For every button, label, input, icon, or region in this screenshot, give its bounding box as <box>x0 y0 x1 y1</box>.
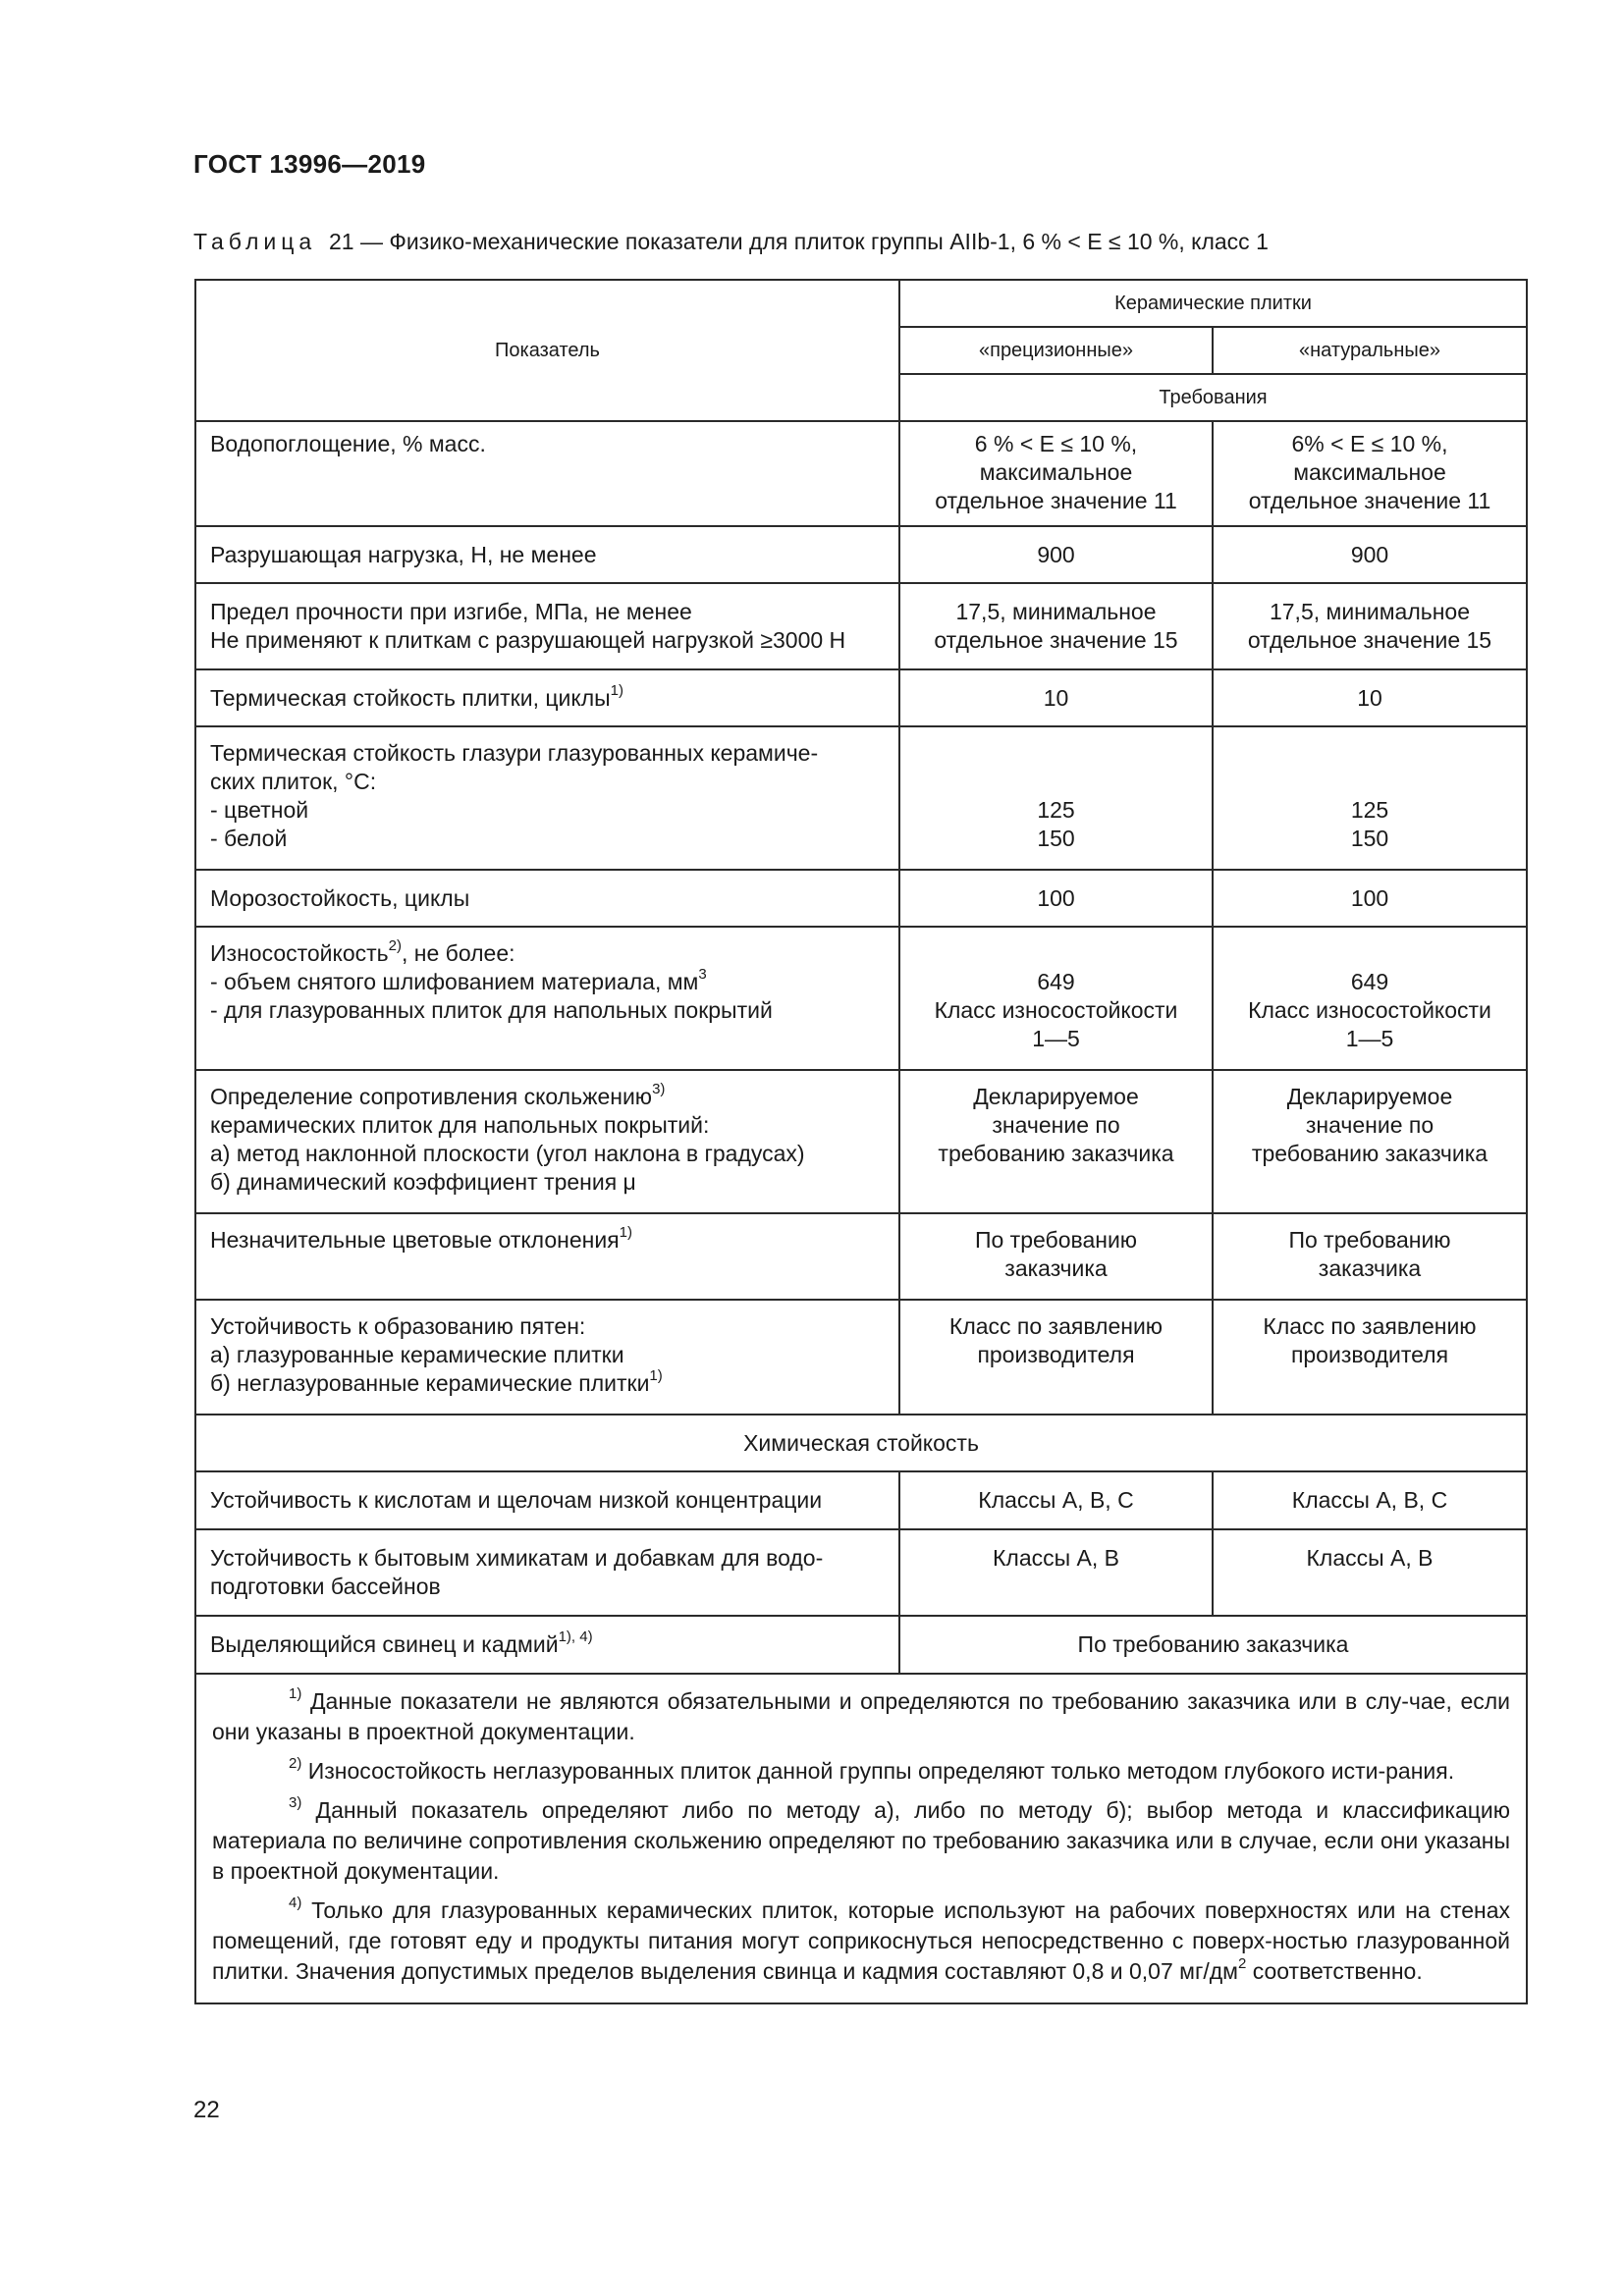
footnote-ref: 3) <box>652 1081 666 1098</box>
value-line: Декларируемое <box>1286 1084 1453 1109</box>
value-line: 10 <box>1357 684 1382 711</box>
header-col-natural: «натуральные» <box>1213 327 1527 374</box>
value-line: требованию заказчика <box>1251 1141 1489 1166</box>
value-line: 150 <box>1037 826 1075 851</box>
value-line: производителя <box>1290 1342 1449 1367</box>
table-row <box>195 526 1527 583</box>
table-row <box>195 1213 1527 1300</box>
value-line: максимальное <box>979 459 1133 485</box>
value-line: производителя <box>977 1342 1135 1367</box>
value-line: требованию заказчика <box>938 1141 1174 1166</box>
footnotes <box>195 1674 1527 2003</box>
row-label: Морозостойкость, циклы <box>210 884 470 911</box>
footnote-mark: 3) <box>289 1794 302 1812</box>
value-line: заказчика <box>1004 1255 1108 1281</box>
table-row <box>195 583 1527 669</box>
value-line: 100 <box>1037 884 1075 911</box>
row-label: Устойчивость к кислотам и щелочам низкой концентрации <box>210 1487 823 1513</box>
header-requirements: Требования <box>899 374 1527 421</box>
value-line: 100 <box>1350 884 1389 911</box>
table-row <box>195 421 1527 526</box>
value-line: 1—5 <box>1345 1026 1394 1051</box>
row-label-line: а) метод наклонной плоскости (угол наклона в градусах) <box>210 1141 805 1166</box>
row-label: Термическая стойкость плитки, циклы <box>210 684 611 711</box>
table-row <box>195 1300 1527 1415</box>
footnote-text: Данный показатель определяют либо по методу а), либо по методу б); выбор метода и классификацию материала по величине сопротивления скольжению определяют по требованию заказчика или в случае, если они указаны в проектной документации. <box>212 1797 1511 1884</box>
footnote-ref: 1) <box>610 681 623 699</box>
row-label: Водопоглощение, % масс. <box>210 431 486 456</box>
value-line: 17,5, минимальное <box>1269 599 1471 624</box>
notes-row <box>195 1674 1527 2003</box>
table-row <box>195 1471 1527 1529</box>
footnote-text-tail: соответственно. <box>1246 1958 1423 1984</box>
value-line: значение по <box>992 1112 1120 1138</box>
value-line: отдельное значение 11 <box>935 488 1177 513</box>
row-label-line: а) глазурованные керамические плитки <box>210 1342 624 1367</box>
row-label-line: керамических плиток для напольных покрытий: <box>210 1112 710 1138</box>
footnote-mark: 4) <box>289 1895 302 1912</box>
caption-label: Таблица <box>193 229 317 254</box>
value-line: Классы A, B <box>1213 1529 1527 1616</box>
row-label: Термическая стойкость глазури глазурованных керамиче- <box>210 740 819 766</box>
footnote-ref: 1) <box>619 1224 632 1242</box>
table-row <box>195 1529 1527 1616</box>
table-row <box>195 669 1527 726</box>
properties-table <box>194 279 1528 2004</box>
value-line: Классы A, B, C <box>899 1471 1213 1529</box>
footnote <box>212 1896 1510 1987</box>
caption-text: — Физико-механические показатели для плиток группы AIIb-1, 6 % < E ≤ 10 %, класс 1 <box>359 229 1269 254</box>
row-label-line: - для глазурованных плиток для напольных покрытий <box>210 997 773 1023</box>
unit-superscript: 2 <box>1237 1955 1247 1973</box>
row-label: Износостойкость <box>210 940 389 966</box>
row-label: Незначительные цветовые отклонения <box>210 1227 620 1253</box>
page-number: 22 <box>193 2097 220 2123</box>
value-line: 1—5 <box>1032 1026 1080 1051</box>
footnote-mark: 2) <box>289 1755 302 1773</box>
value-line: отдельное значение 11 <box>1248 488 1491 513</box>
value-line: максимальное <box>1293 459 1446 485</box>
header-indicator: Показатель <box>195 280 899 421</box>
table-row <box>195 1070 1527 1213</box>
value-line: заказчика <box>1318 1255 1422 1281</box>
header-col-precision: «прецизионные» <box>899 327 1213 374</box>
row-label: Разрушающая нагрузка, Н, не менее <box>210 541 597 567</box>
value-line: По требованию заказчика <box>899 1616 1527 1674</box>
value-line: Класс износостойкости <box>934 997 1178 1023</box>
row-label: Устойчивость к бытовым химикатам и добавкам для водо- <box>210 1545 824 1571</box>
footnote-text: Данные показатели не являются обязательными и определяются по требованию заказчика или в слу-чае, если они указаны в проектной документации. <box>212 1688 1511 1744</box>
footnote <box>212 1686 1510 1747</box>
document-code: ГОСТ 13996—2019 <box>193 149 426 179</box>
unit-superscript: 3 <box>698 966 707 984</box>
value-line: 125 <box>1350 797 1389 823</box>
caption-number: 21 <box>328 229 354 254</box>
section-row <box>195 1415 1527 1471</box>
value-line: По требованию <box>1288 1227 1451 1253</box>
row-label-line: Не применяют к плиткам с разрушающей нагрузкой ≥3000 Н <box>210 627 846 653</box>
table-caption <box>193 229 1269 255</box>
row-label-line: - цветной <box>210 797 309 823</box>
value-line: 6 % < E ≤ 10 %, <box>974 431 1138 456</box>
footnote <box>212 1795 1510 1887</box>
footnote-text: Износостойкость неглазурованных плиток данной группы определяют только методом глубокого исти-рания. <box>307 1758 1455 1784</box>
value-line: 6% < E ≤ 10 %, <box>1291 431 1448 456</box>
table-row <box>195 870 1527 927</box>
value-line: Класс по заявлению <box>948 1313 1164 1339</box>
row-label-tail: , не более: <box>402 940 515 966</box>
row-label: Устойчивость к образованию пятен: <box>210 1313 586 1339</box>
value-line: Декларируемое <box>973 1084 1139 1109</box>
value-line: Класс износостойкости <box>1248 997 1491 1023</box>
footnote-text: Только для глазурованных керамических плиток, которые используют на рабочих поверхностях или на стенах помещений, где готовят еду и продукты питания могут соприкоснуться непосредственно с поверх-ностью глазурованной плитки. Значения допустимых пределов выделения свинца и кадмия составляют 0,8 и 0,07 мг/дм <box>212 1897 1510 1984</box>
value-line: 900 <box>1037 541 1075 567</box>
value-line: значение по <box>1305 1112 1435 1138</box>
footnote-ref: 2) <box>388 937 403 955</box>
value-line: 17,5, минимальное <box>955 599 1157 624</box>
value-line: По требованию <box>974 1227 1138 1253</box>
value-line: 150 <box>1350 826 1389 851</box>
footnote <box>212 1756 1510 1787</box>
row-label-line: - объем снятого шлифованием материала, мм <box>210 969 699 994</box>
value-line: 900 <box>1350 541 1389 567</box>
footnote-mark: 1) <box>289 1685 302 1703</box>
header-group: Керамические плитки <box>899 280 1527 327</box>
row-label-line: подготовки бассейнов <box>210 1574 441 1599</box>
value-line: 125 <box>1037 797 1075 823</box>
table-row <box>195 927 1527 1070</box>
value-line: Класс по заявлению <box>1263 1313 1477 1339</box>
value-line: отдельное значение 15 <box>934 627 1178 653</box>
chemical-resistance-header: Химическая стойкость <box>195 1415 1527 1471</box>
value-line: 10 <box>1043 684 1069 711</box>
row-label-line: б) неглазурованные керамические плитки <box>210 1370 650 1396</box>
table-row <box>195 726 1527 870</box>
table-row <box>195 1616 1527 1674</box>
value-line: Классы A, B, C <box>1213 1471 1527 1529</box>
row-label-line: ских плиток, °С: <box>210 769 377 794</box>
row-label: Определение сопротивления скольжению <box>210 1084 653 1109</box>
row-label: Предел прочности при изгибе, МПа, не менее <box>210 599 692 624</box>
value-line: Классы A, B <box>899 1529 1213 1616</box>
footnote-ref: 1), 4) <box>558 1629 593 1646</box>
row-label: Выделяющийся свинец и кадмий <box>210 1631 559 1657</box>
value-line: отдельное значение 15 <box>1247 627 1492 653</box>
row-label-line: - белой <box>210 826 288 851</box>
footnote-ref: 1) <box>649 1367 663 1385</box>
value-line: 649 <box>1037 969 1075 994</box>
row-label-line: б) динамический коэффициент трения μ <box>210 1169 636 1195</box>
value-line: 649 <box>1350 969 1389 994</box>
